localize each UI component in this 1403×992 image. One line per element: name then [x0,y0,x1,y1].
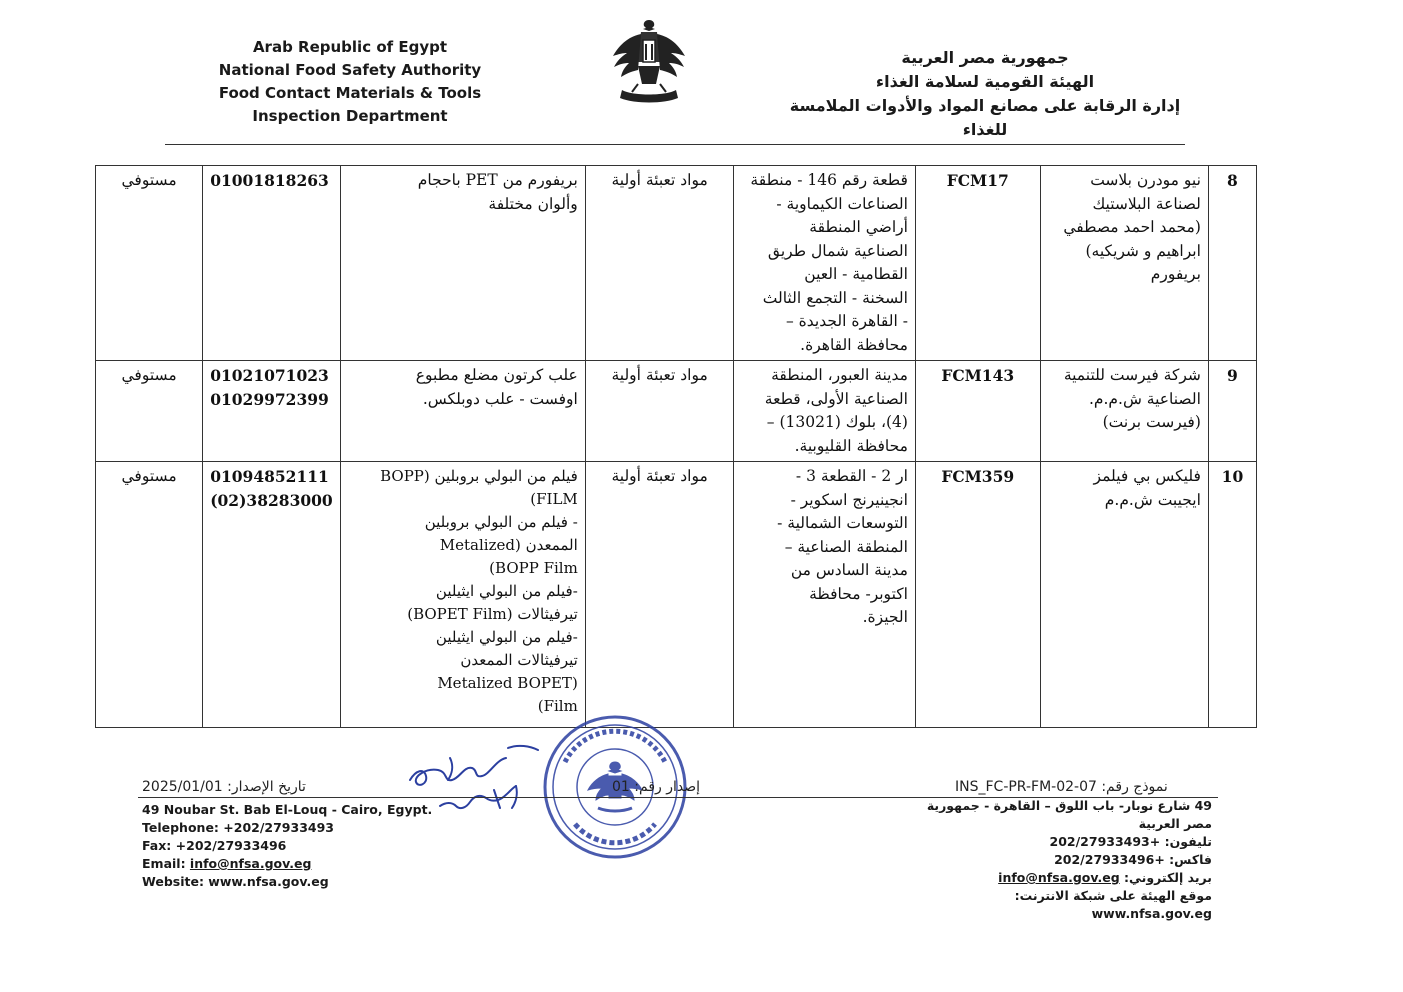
product-line: وألوان مختلفة [488,194,578,213]
address-line: القطامية - العين [804,265,908,283]
status-cell: مستوفي [96,361,203,462]
table-row [96,166,1257,361]
product-line: Film) [537,697,578,715]
header-en-line: Inspection Department [252,107,448,125]
products-cell [340,166,585,361]
company-name-line: (فيرست برنت) [1102,413,1201,431]
footer-email-label: Email: [142,856,190,871]
address-line: الجيزة. [862,608,908,626]
issue-number: إصدار رقم: 01 [612,779,700,795]
address-line: ار 2 - القطعة 3 - [795,467,908,485]
footer-fax: Fax: +202/27933496 [142,838,287,853]
footer-ar-address: 49 شارع نوبار- باب اللوق – القاهرة - جمهورية مصر العربية [926,798,1212,831]
header-ar-line: جمهورية مصر العربية [901,48,1069,67]
registration-code: FCM17 [915,166,1040,361]
company-name-cell [1040,462,1208,728]
phone-number: 01001818263 [210,171,329,190]
footer-telephone: Telephone: +202/27933493 [142,820,334,835]
activity-cell: مواد تعبئة أولية [585,462,734,728]
form-number: نموذج رقم: INS_FC-PR-FM-02-07 [955,779,1168,795]
product-line: بريفورم من PET باحجام [417,171,578,189]
product-line: الممعدن (Metalized [439,536,578,554]
address-cell [734,166,915,361]
factory-register-table [95,165,1257,728]
company-name-line: شركة فيرست للتنمية [1063,366,1201,384]
footer-ar-email-link[interactable]: info@nfsa.gov.eg [998,870,1120,885]
address-line: أراضي المنطقة [809,218,908,236]
table-row [96,462,1257,728]
footer-email-row [142,855,432,873]
footer-ar-email-label: بريد إلكتروني: [1119,870,1212,885]
header-ar-line: إدارة الرقابة على مصانع المواد والأدوات الملامسة للغذاء [789,96,1181,139]
status-cell: مستوفي [96,462,203,728]
address-line: مدينة العبور، المنطقة [771,366,908,384]
address-line: السخنة - التجمع الثالث [762,288,908,307]
phone-number: 01021071023 [210,366,329,385]
product-line: -فيلم من البولي ايثيلين [435,582,578,600]
company-name-cell [1040,166,1208,361]
footer-ar-email-row [900,869,1212,887]
footer-email-link[interactable]: info@nfsa.gov.eg [189,856,312,871]
product-line: BOPP Film) [489,559,578,577]
header-divider [165,144,1185,145]
egypt-eagle-emblem-icon [608,16,690,116]
company-name-line: فليكس بي فيلمز [1093,467,1201,485]
address-line: الصناعات الكيماوية - [776,194,908,213]
registration-code: FCM359 [915,462,1040,728]
footer-website[interactable]: Website: www.nfsa.gov.eg [142,874,329,889]
address-line: محافظة القليوبية. [794,436,908,455]
footer-ar-website[interactable]: موقع الهيئة على شبكة الانترنت: www.nfsa.gov.eg [1014,888,1212,921]
header-arabic [780,46,1190,142]
address-line: محافظة القاهرة. [800,335,908,354]
address-line: قطعة رقم 146 - منطقة [750,171,908,189]
company-name-line: ابراهيم و شريكيه) [1085,241,1201,260]
company-name-line: (محمد احمد مصطفي [1063,218,1201,236]
address-line: مدينة السادس من [790,561,908,579]
issue-date: تاريخ الإصدار: 2025/01/01 [142,779,306,795]
product-line: علب كرتون مضلع مطبوع [415,366,578,384]
company-name-line: بريفورم [1150,265,1201,283]
company-name-line: الصناعية ش.م.م. [1088,389,1201,408]
phone-number: 01029972399 [210,389,329,409]
product-line: (Metalized BOPET [437,674,578,692]
footer-contact-en [142,801,432,891]
status-cell: مستوفي [96,166,203,361]
product-line: - فيلم من البولي بروبلين [424,513,578,531]
company-name-cell [1040,361,1208,462]
products-cell [340,462,585,728]
activity-cell: مواد تعبئة أولية [585,166,734,361]
phone-cell [203,166,341,361]
row-number: 9 [1208,361,1256,462]
address-line: التوسعات الشمالية - [777,514,908,532]
row-number: 10 [1208,462,1256,728]
activity-cell: مواد تعبئة أولية [585,361,734,462]
header-ar-line: الهيئة القومية لسلامة الغذاء [875,72,1095,91]
product-line: اوفست - علب دوبلكس. [422,389,578,408]
address-line: المنطقة الصناعية – [784,537,908,556]
header-en-line: Arab Republic of Egypt [252,38,448,56]
footer-address: 49 Noubar St. Bab El-Louq - Cairo, Egypt. [142,802,433,817]
company-name-line: لصناعة البلاستيك [1092,194,1201,213]
footer-ar-fax: فاكس: +202/27933496 [1054,852,1212,867]
products-cell [340,361,585,462]
address-line: انجينيرنج اسكوير - [790,490,908,509]
header-english [180,36,520,128]
company-name-line: ايجيبت ش.م.م [1104,490,1201,509]
row-number: 8 [1208,166,1256,361]
address-cell [734,462,915,728]
product-line: تيرفيثالات (BOPET Film) [407,605,578,623]
footer-ar-telephone: تليفون: +202/27933493 [1049,834,1212,849]
phone-number: (02)38283000 [210,490,333,510]
phone-number: 01094852111 [210,467,329,486]
address-line: الصناعية الأولى، قطعة [764,389,908,408]
address-line: اكتوبر- محافظة [809,584,908,603]
table-row [96,361,1257,462]
product-line: فيلم من البولي بروبلين (BOPP [380,467,578,485]
address-line: (4)، بلوك (13021) – [766,413,908,431]
phone-cell [203,361,341,462]
header-en-line: Food Contact Materials & Tools [218,84,482,102]
phone-cell [203,462,341,728]
header-en-line: National Food Safety Authority [218,61,482,79]
address-line: الصناعية شمال طريق [767,241,908,260]
address-line: - القاهرة الجديدة – [785,312,908,330]
company-name-line: نيو مودرن بلاست [1090,171,1201,189]
product-line: تيرفيثالات الممعدن [460,651,578,669]
footer-contact-ar [900,797,1212,923]
product-line: -فيلم من البولي ايثيلين [435,628,578,646]
registration-code: FCM143 [915,361,1040,462]
product-line: FILM) [530,490,578,508]
address-cell [734,361,915,462]
